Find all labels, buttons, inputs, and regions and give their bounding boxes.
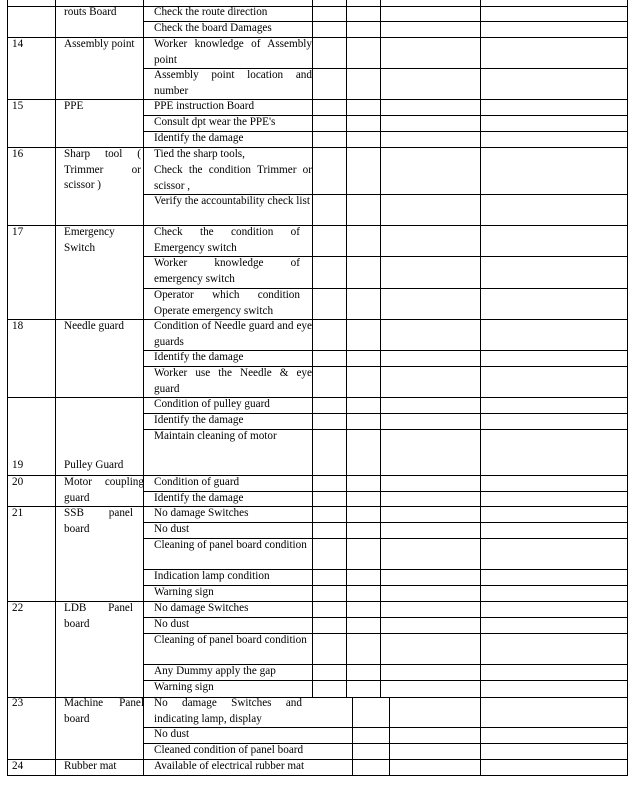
item-label: Needle guard bbox=[64, 320, 124, 332]
check-item: Condition of pulley guard bbox=[154, 398, 270, 410]
check-item: Any Dummy apply the gap bbox=[154, 665, 276, 677]
check-item: Cleaning of panel board condition bbox=[154, 539, 307, 551]
item-label: Rubber mat bbox=[64, 760, 117, 772]
row-number: 19 bbox=[12, 459, 24, 472]
check-item: Maintain cleaning of motor bbox=[154, 430, 277, 442]
check-item: Warning sign bbox=[154, 586, 214, 598]
check-item: Cleaned condition of panel board bbox=[154, 744, 304, 756]
check-item: Verify the accountability check list bbox=[154, 195, 310, 207]
check-item: Check the condition of Emergency switch bbox=[154, 226, 300, 254]
item-label: routs Board bbox=[64, 6, 117, 18]
row-number: 17 bbox=[12, 226, 24, 238]
row-number: 24 bbox=[12, 760, 24, 772]
row-number: 22 bbox=[12, 602, 24, 614]
check-item: Identify the damage bbox=[154, 132, 244, 144]
check-item: Available of electrical rubber mat bbox=[154, 760, 305, 772]
check-item: Cleaning of panel board condition bbox=[154, 634, 307, 646]
check-item: Operator which condition Operate emergency switch bbox=[154, 289, 300, 317]
item-label: Pulley Guard bbox=[64, 459, 124, 472]
check-item: Condition of guard bbox=[154, 476, 240, 488]
check-item: Condition of Needle guard and eye guards bbox=[154, 320, 312, 348]
check-item: No dust bbox=[154, 618, 190, 630]
check-item: Check the board Damages bbox=[154, 22, 272, 34]
check-item: No damage Switches bbox=[154, 602, 249, 614]
check-item: Identify the damage bbox=[154, 492, 244, 504]
check-item: Consult dpt wear the PPE's bbox=[154, 116, 276, 128]
check-item: Warning sign bbox=[154, 681, 214, 693]
check-item: No damage Switches and indicating lamp, display bbox=[154, 697, 302, 725]
check-item: Worker knowledge of Assembly point bbox=[154, 38, 312, 66]
check-item: Worker knowledge of emergency switch bbox=[154, 257, 300, 285]
item-label: SSB panel board bbox=[64, 507, 133, 535]
row-number: 16 bbox=[12, 148, 24, 160]
check-item: Worker use the Needle & eye guard bbox=[154, 367, 312, 395]
row-number: 21 bbox=[12, 507, 24, 519]
check-item: No dust bbox=[154, 728, 190, 740]
item-label: Sharp tool ( Trimmer or scissor ) bbox=[64, 148, 141, 192]
check-item: Identify the damage bbox=[154, 351, 244, 363]
check-item: No damage Switches bbox=[154, 507, 249, 519]
row-number: 14 bbox=[12, 38, 24, 50]
item-label: Motor coupling guard bbox=[64, 476, 144, 504]
check-item: No dust bbox=[154, 523, 190, 535]
item-label: Assembly point bbox=[64, 38, 135, 50]
row-number: 23 bbox=[12, 697, 24, 709]
check-item: Indication lamp condition bbox=[154, 570, 270, 582]
item-label: PPE bbox=[64, 100, 84, 112]
check-item: Check the condition Trimmer or scissor , bbox=[154, 164, 312, 192]
check-item: PPE instruction Board bbox=[154, 100, 255, 112]
check-item: Tied the sharp tools, bbox=[154, 148, 245, 160]
row-number: 20 bbox=[12, 476, 24, 488]
check-item: Check the route direction bbox=[154, 6, 268, 18]
item-label: LDB Panel board bbox=[64, 602, 133, 630]
row-number: 15 bbox=[12, 100, 24, 112]
item-label: Emergency Switch bbox=[64, 226, 115, 254]
check-item: Identify the damage bbox=[154, 414, 244, 426]
check-item: Assembly point location and number bbox=[154, 69, 312, 97]
row-number: 18 bbox=[12, 320, 24, 332]
item-label: Machine Panel board bbox=[64, 697, 144, 725]
